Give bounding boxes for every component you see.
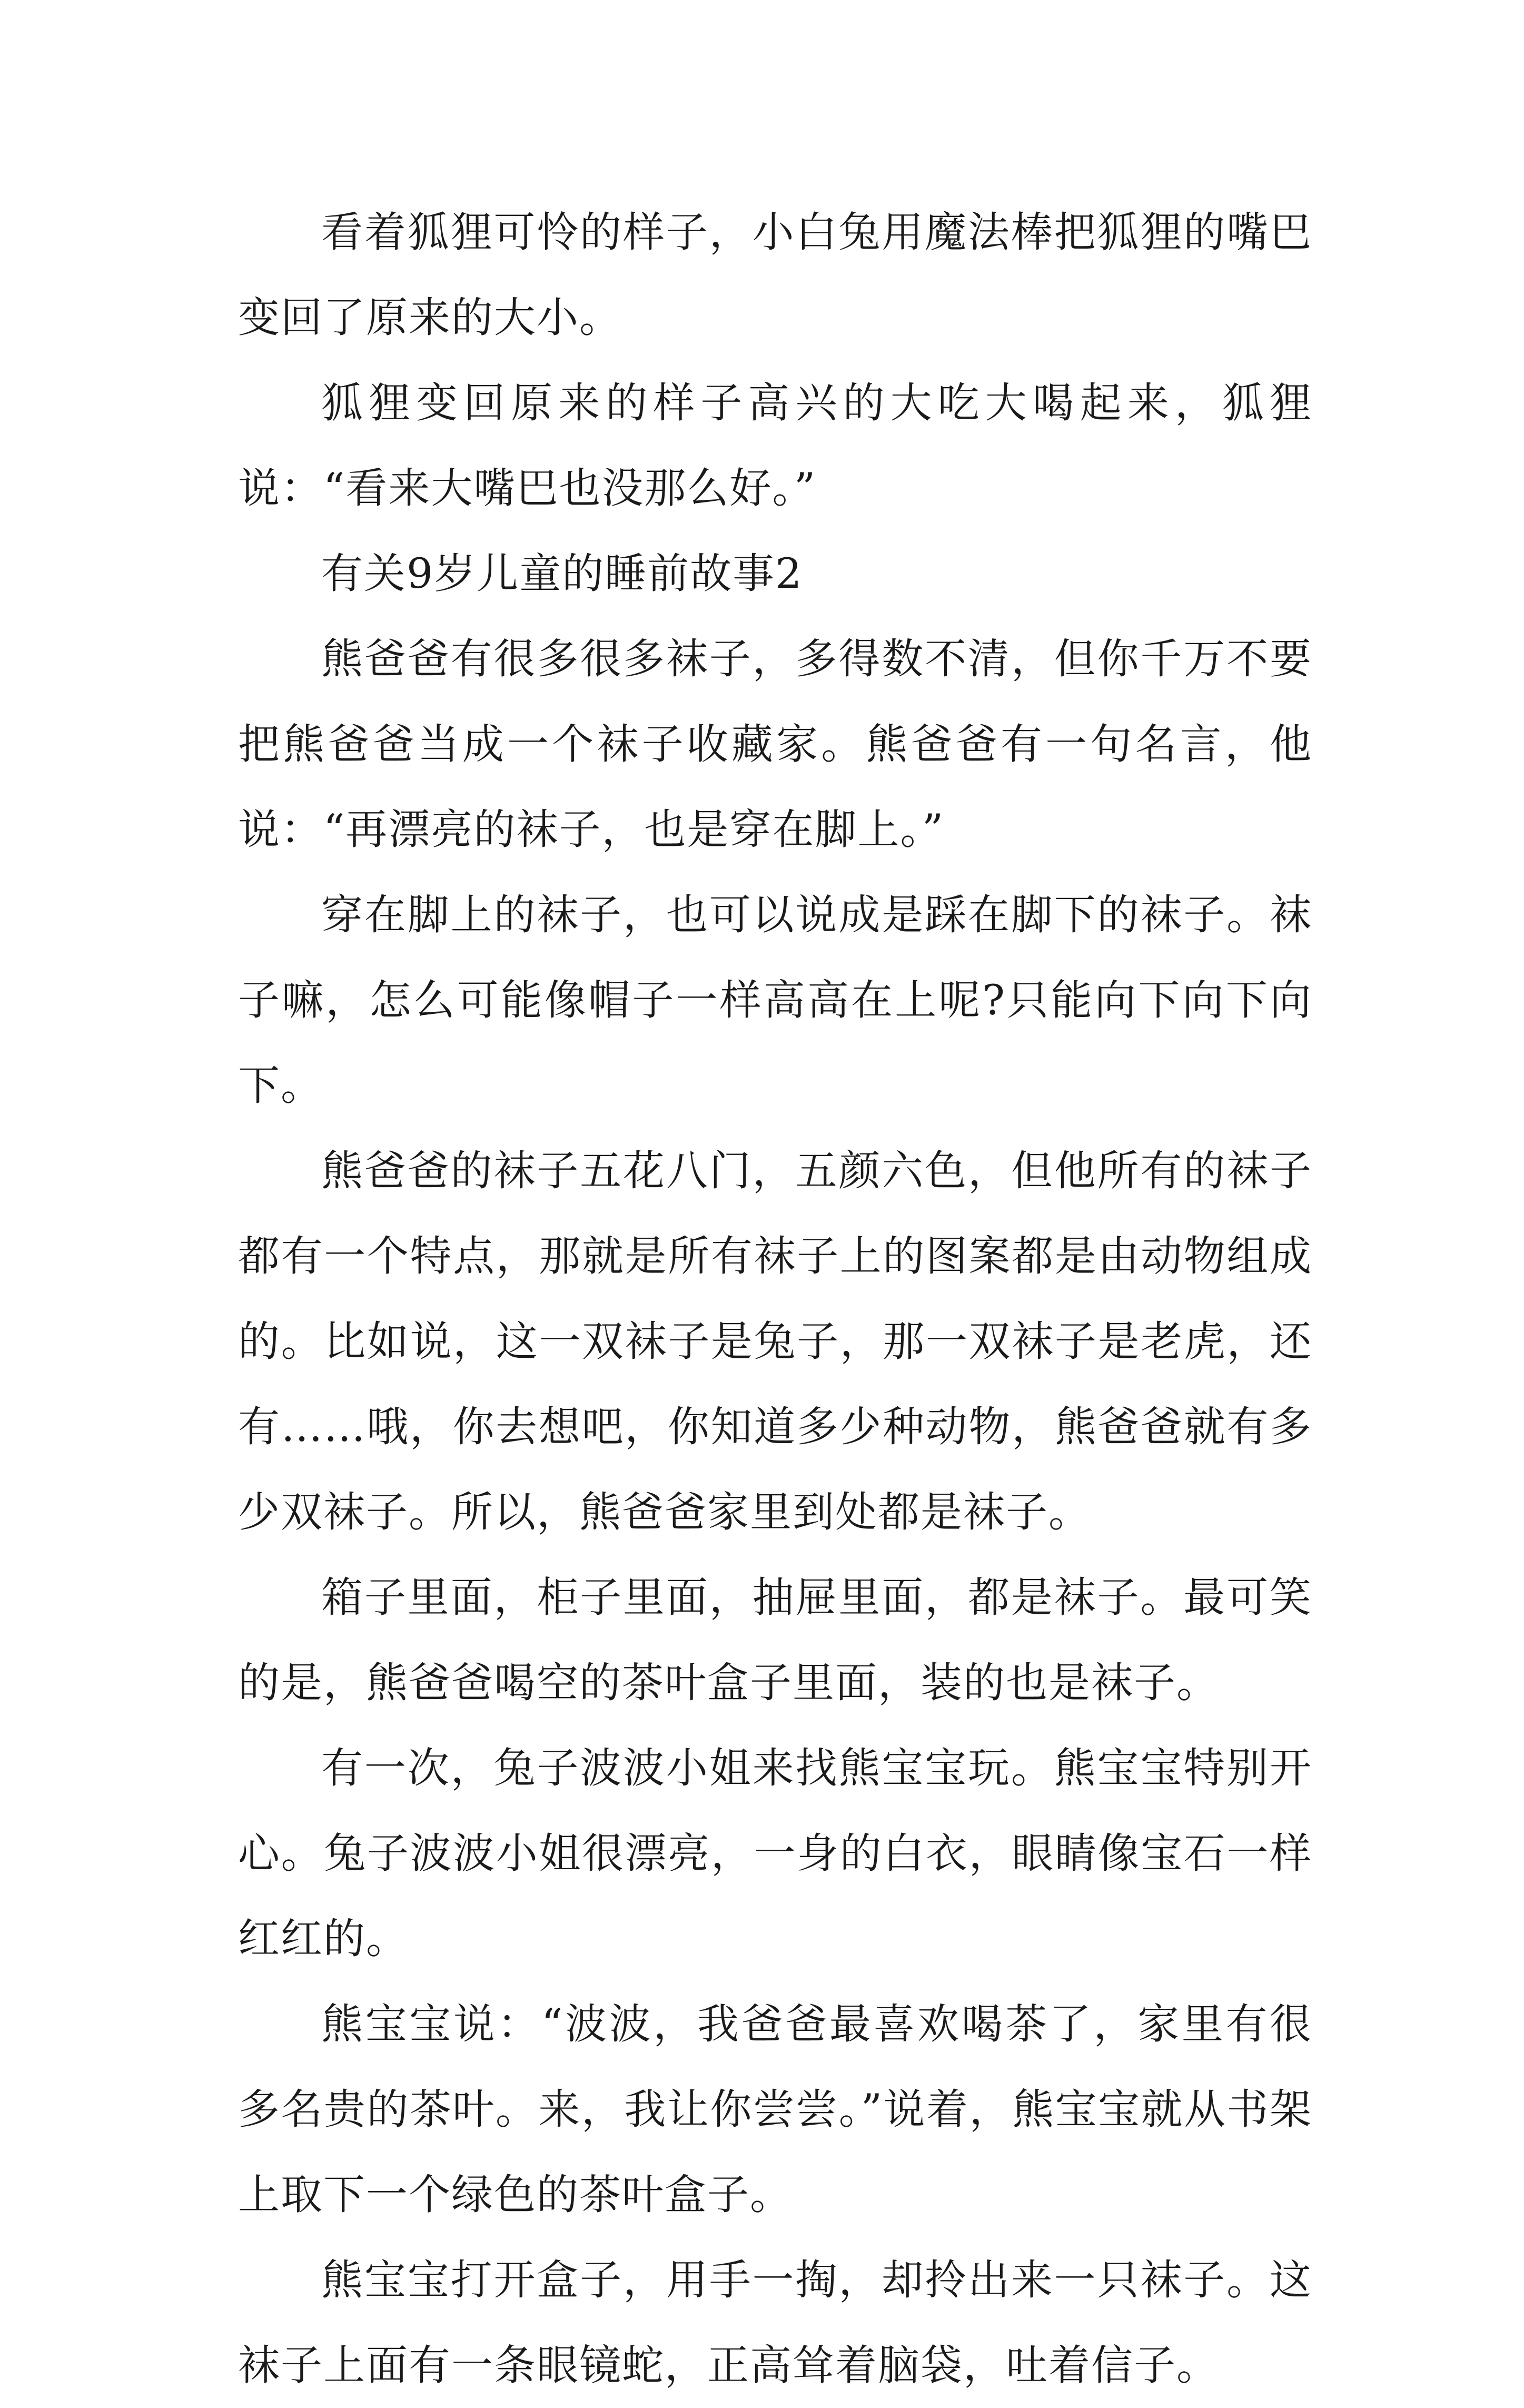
paragraph: 狐狸变回原来的样子高兴的大吃大喝起来，狐狸说：“看来大嘴巴也没那么好。” [238,379,1312,512]
paragraph: 穿在脚上的袜子，也可以说成是踩在脚下的袜子。袜子嘛，怎么可能像帽子一样高高在上呢?只能向下向下向下。 [238,891,1312,1110]
paragraph: 看着狐狸可怜的样子，小白兔用魔法棒把狐狸的嘴巴变回了原来的大小。 [238,208,1312,342]
paragraph: 熊宝宝说：“波波，我爸爸最喜欢喝茶了，家里有很多名贵的茶叶。来，我让你尝尝。”说着，熊宝宝就从书架上取下一个绿色的茶叶盒子。 [238,2000,1312,2219]
section-heading: 有关9岁儿童的睡前故事2 [321,549,803,598]
paragraph: 熊宝宝打开盒子，用手一掏，却拎出来一只袜子。这袜子上面有一条眼镜蛇，正高耸着脑袋，吐着信子。 [238,2256,1312,2390]
paragraph: 熊爸爸有很多很多袜子，多得数不清，但你千万不要把熊爸爸当成一个袜子收藏家。熊爸爸有一句名言，他说：“再漂亮的袜子，也是穿在脚上。” [238,635,1312,854]
document-body [238,190,1312,2408]
paragraph: 熊爸爸的袜子五花八门，五颜六色，但他所有的袜子都有一个特点，那就是所有袜子上的图案都是由动物组成的。比如说，这一双袜子是兔子，那一双袜子是老虎，还有……哦，你去想吧，你知道多少种动物，熊爸爸就有多少双袜子。所以，熊爸爸家里到处都是袜子。 [238,1147,1312,1536]
paragraph: 箱子里面，柜子里面，抽屉里面，都是袜子。最可笑的是，熊爸爸喝空的茶叶盒子里面，装的也是袜子。 [238,1573,1312,1707]
paragraph: 有一次，兔子波波小姐来找熊宝宝玩。熊宝宝特别开心。兔子波波小姐很漂亮，一身的白衣，眼睛像宝石一样红红的。 [238,1744,1312,1963]
